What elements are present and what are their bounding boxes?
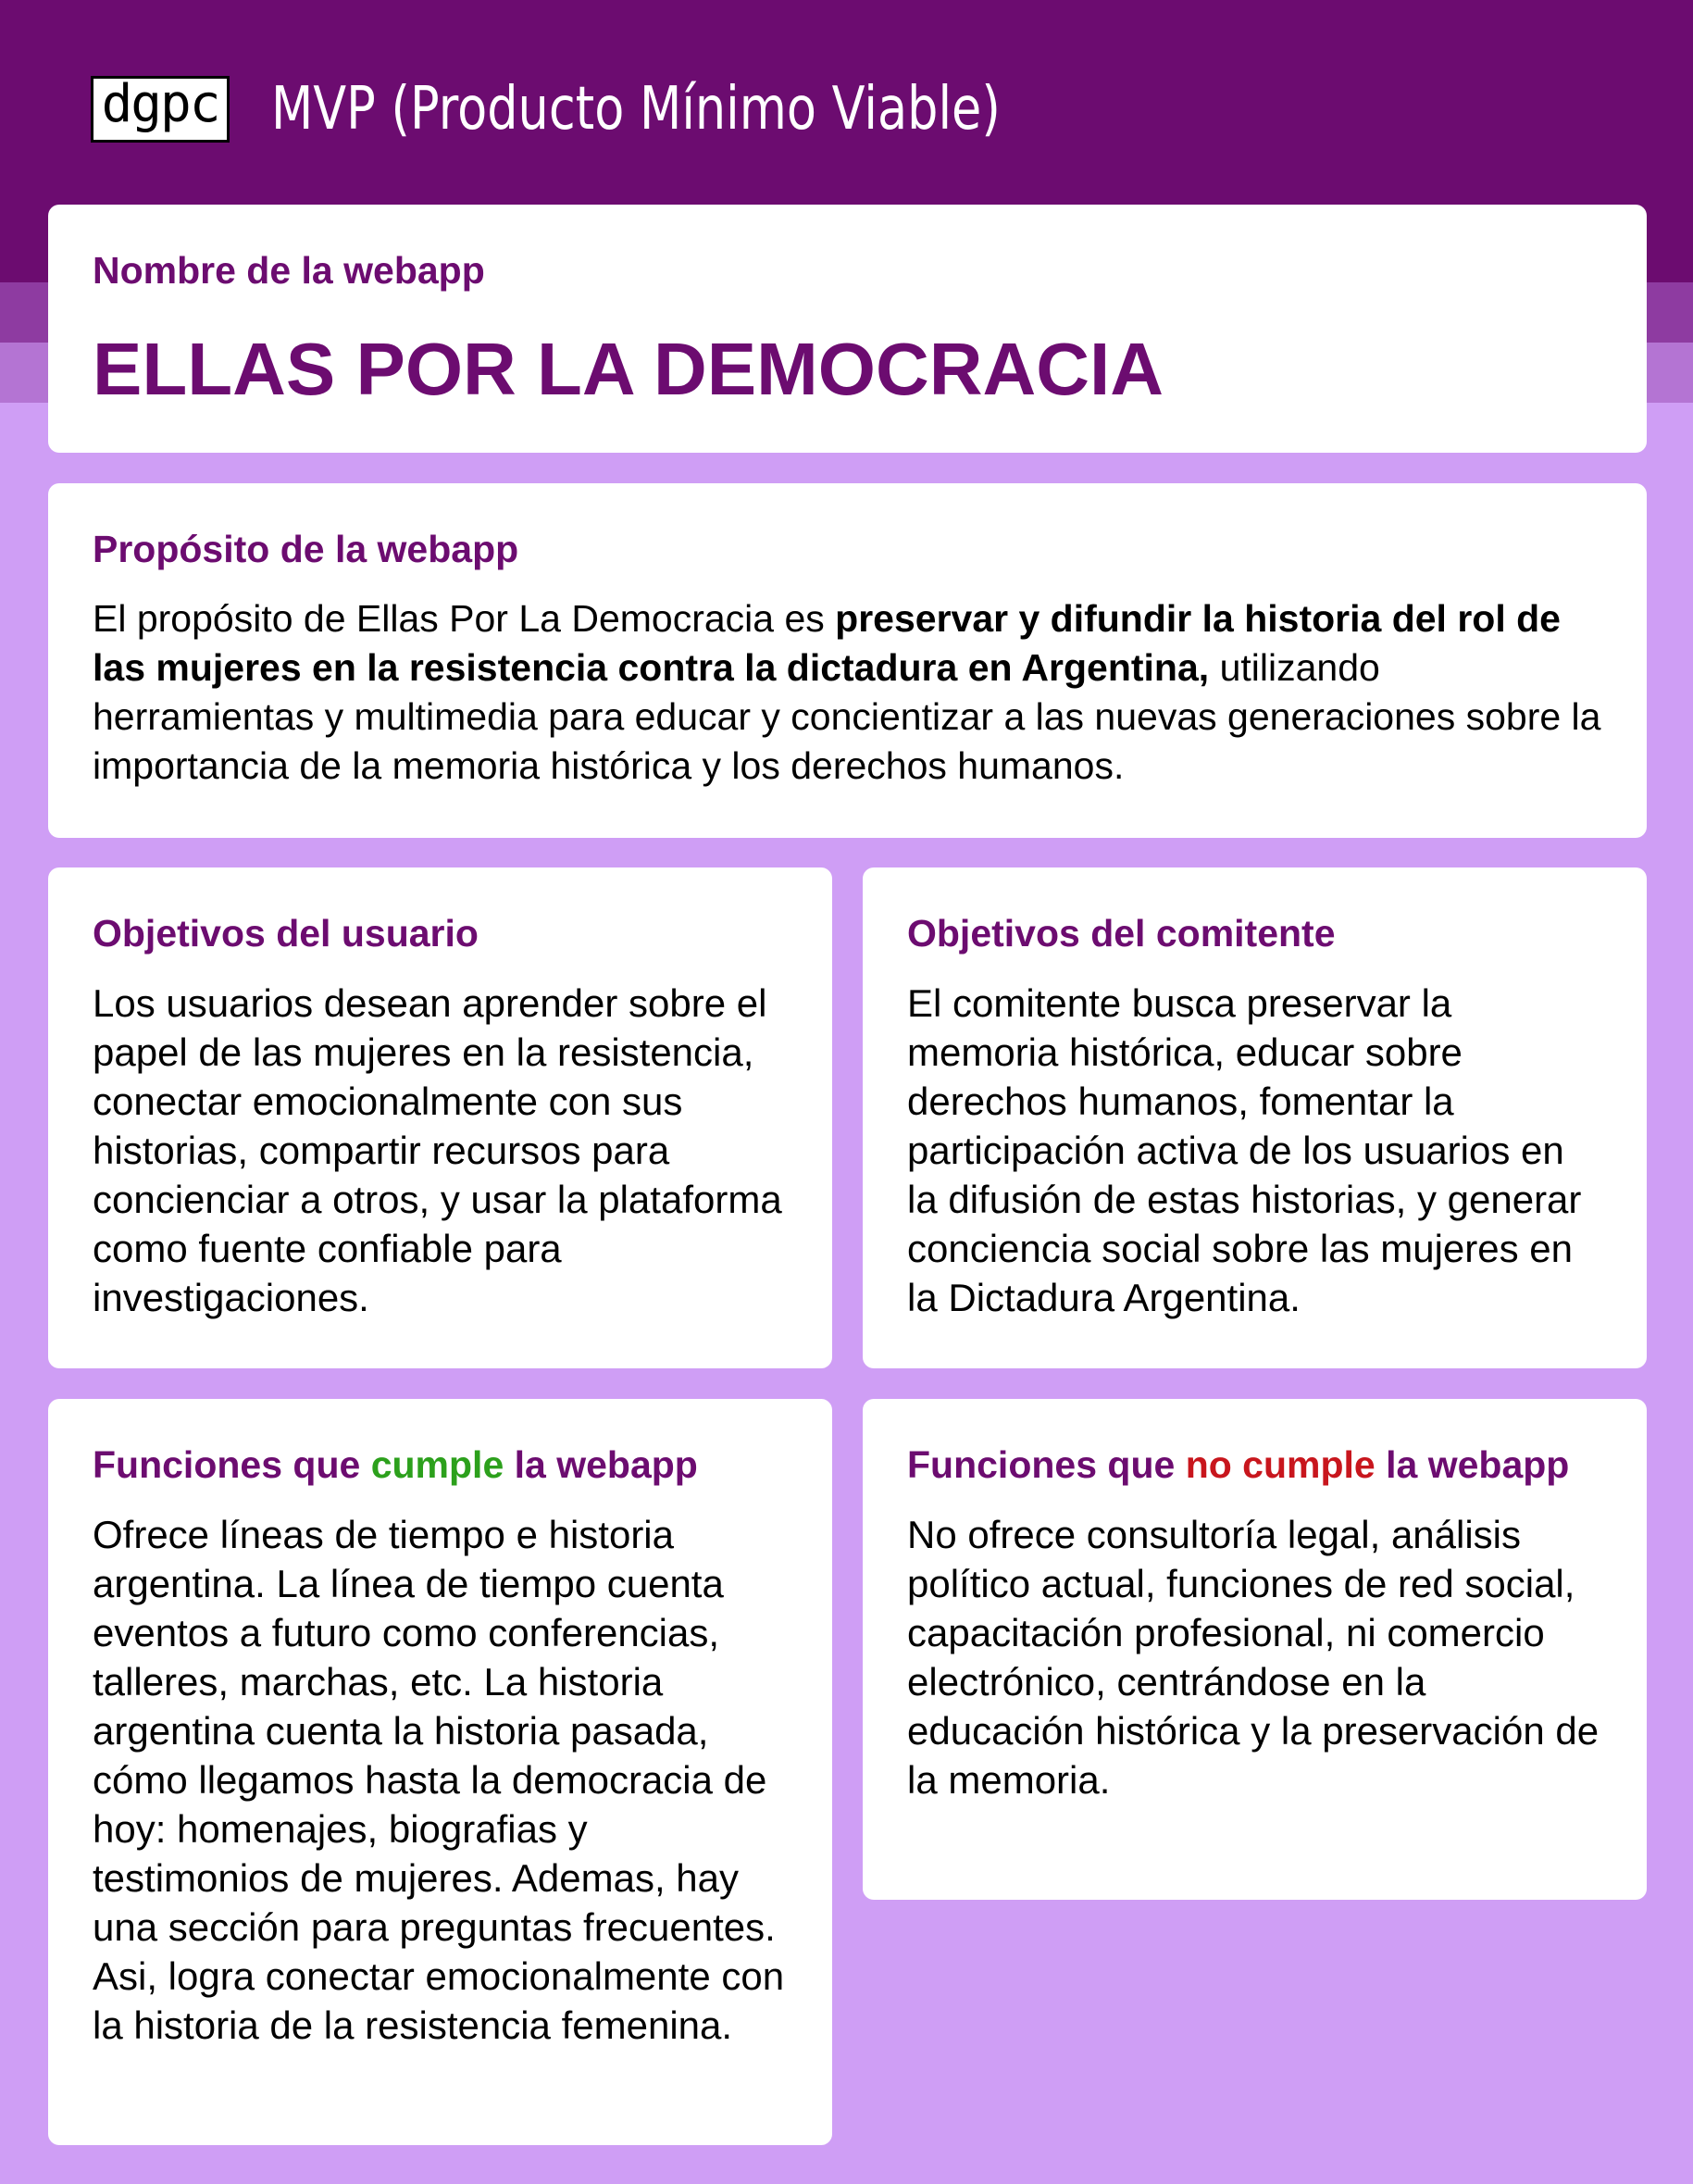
webapp-name-heading: Nombre de la webapp <box>93 249 485 292</box>
purpose-heading: Propósito de la webapp <box>93 528 519 570</box>
functions-yes-heading-pre: Funciones que <box>93 1443 371 1486</box>
dgpc-logo: dgpc <box>91 76 230 143</box>
functions-yes-highlight: cumple <box>370 1443 504 1486</box>
functions-no-heading-pre: Funciones que <box>907 1443 1186 1486</box>
user-goals-card <box>48 867 832 1368</box>
webapp-name-card <box>48 205 1647 453</box>
purpose-text <box>93 594 1602 791</box>
functions-no-highlight: no cumple <box>1185 1443 1376 1486</box>
purpose-text-intro: El propósito de Ellas Por La Democracia es <box>93 597 836 641</box>
webapp-name-title: ELLAS POR LA DEMOCRACIA <box>93 328 1164 411</box>
client-goals-card <box>863 867 1647 1368</box>
functions-no-card <box>863 1399 1647 1900</box>
page-title: MVP (Producto Mínimo Viable) <box>271 75 1001 144</box>
functions-yes-heading-post: la webapp <box>504 1443 698 1486</box>
functions-no-heading-post: la webapp <box>1375 1443 1570 1486</box>
functions-yes-card <box>48 1399 832 2145</box>
client-goals-heading: Objetivos del comitente <box>907 912 1336 955</box>
header <box>91 67 1161 152</box>
functions-no-heading <box>907 1442 1602 1488</box>
functions-no-text: No ofrece consultoría legal, análisis político actual, funciones de red social, capacitación profesional, ni comercio electrónico, centrándose en la educación histórica y la preservación de la memoria. <box>907 1513 1600 1803</box>
client-goals-text: El comitente busca preservar la memoria histórica, educar sobre derechos humanos, fomentar la participación activa de los usuarios en la difusión de estas historias, y generar conciencia social sobre las mujeres en la Dictadura Argentina. <box>907 981 1582 1320</box>
user-goals-heading: Objetivos del usuario <box>93 912 479 955</box>
user-goals-text: Los usuarios desean aprender sobre el papel de las mujeres en la resistencia, conectar emocionalmente con sus historias, compartir recursos para concienciar a otros, y usar la plataforma como fuente confiable para investigaciones. <box>93 981 782 1320</box>
purpose-text-bold: preservar y difundir la historia del rol de las mujeres en la resistencia contra la dictadura en Argentina, <box>93 597 1561 690</box>
purpose-text-rest: utilizando herramientas y multimedia para educar y concientizar a las nuevas generaciones sobre la importancia de la memoria histórica y los derechos humanos. <box>93 646 1601 788</box>
purpose-card <box>48 483 1647 838</box>
functions-yes-heading <box>93 1442 788 1488</box>
functions-yes-text: Ofrece líneas de tiempo e historia argentina. La línea de tiempo cuenta eventos a futuro como conferencias, talleres, marchas, etc. La historia argentina cuenta la historia pasada, cómo llegamos hasta la democracia de hoy: homenajes, biografias y testimonios de mujeres. Ademas, hay una sección para preguntas frecuentes. Asi, logra conectar emocionalmente con la historia de la resistencia femenina. <box>93 1513 785 2048</box>
